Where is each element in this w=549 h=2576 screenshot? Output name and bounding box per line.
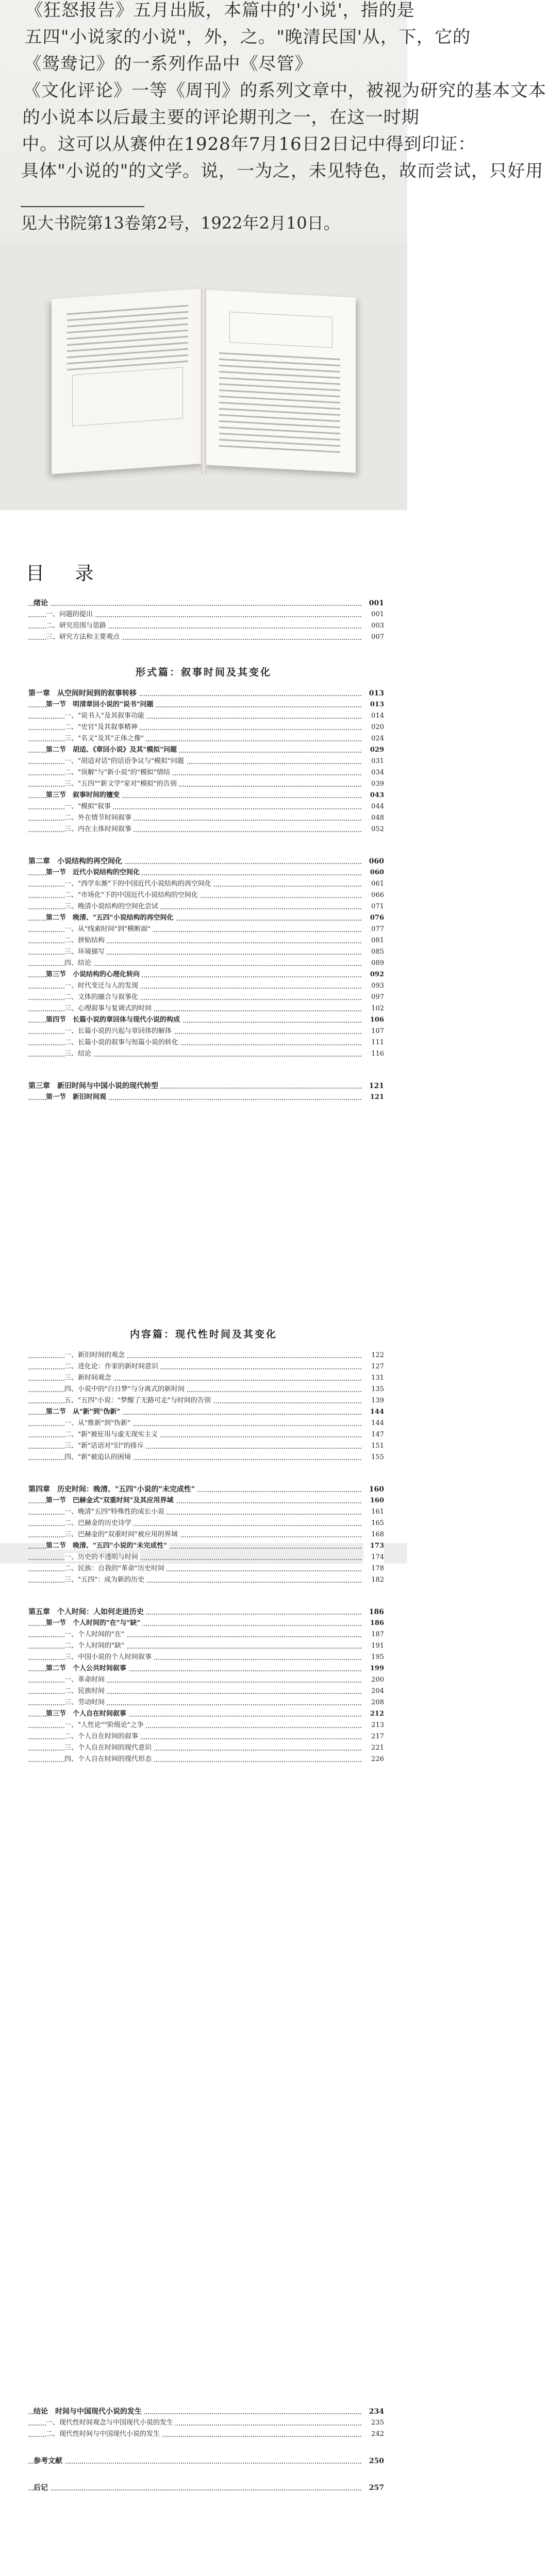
toc-entry (28, 1606, 384, 1618)
toc-entry-page: 024 (363, 733, 384, 744)
toc-entry-label: 三、"五四"：成为新的历史 (64, 1576, 146, 1584)
part-heading-form: 形式篇：叙事时间及其变化 (135, 667, 272, 678)
toc-entry (28, 1429, 384, 1440)
toc-entry-label: 二、文体的融合与叙事化 (64, 993, 140, 1001)
toc-entry-label: 二、个人自在时间的叙事 (64, 1733, 140, 1740)
toc-entry (28, 1361, 384, 1372)
toc-entry (28, 790, 384, 801)
toc-entry (28, 620, 384, 632)
excerpt-line: 《狂怒报告》五月出版，本篇中的'小说'，指的是 (25, 0, 415, 21)
toc-entry (28, 2406, 384, 2417)
toc-entry-label: 二、外在情节时间叙事 (64, 814, 134, 822)
toc-entry (28, 878, 384, 890)
toc-entry-label: 三、结论 (64, 1050, 93, 1058)
toc-entry-label: 三、环境描写 (64, 948, 107, 956)
toc-entry-label: 第一节 巴赫金式"双重时间"及其应用界域 (46, 1497, 176, 1504)
toc-entry-label: 二、巴赫金的历史诗学 (64, 1519, 134, 1527)
open-book (52, 289, 356, 474)
toc-entry (28, 2455, 384, 2467)
toc-entry-page: 257 (363, 2482, 384, 2494)
toc-entry-page: 165 (363, 1518, 384, 1529)
toc-entry-label: 五、"五四"小说："梦醒了无路可走"与时间的告别 (64, 1397, 213, 1404)
toc-entry-label: 二、拼贴结构 (64, 937, 107, 944)
toc-entry-page: 044 (363, 801, 384, 812)
toc-entry-page: 001 (363, 609, 384, 620)
toc-entry-label: 结论 时间与中国现代小说的发生 (34, 2408, 144, 2416)
toc-entry-page: 242 (363, 2429, 384, 2440)
toc-entry (28, 890, 384, 901)
toc-entry-page: 191 (363, 1640, 384, 1652)
toc-entry (28, 1037, 384, 1048)
toc-entry (28, 1754, 384, 1765)
toc-entry-label: 一、"胡适对话"的话语争议与"模拟"问题 (64, 757, 186, 765)
left-page (52, 289, 204, 474)
toc-entry-page: 186 (363, 1618, 384, 1629)
toc-entry-label: 三、中国小说的个人时间叙事 (64, 1653, 154, 1661)
toc-entry-page: 160 (363, 1484, 384, 1495)
toc-entry (28, 912, 384, 924)
footnote-rule (21, 206, 144, 207)
toc-entry (28, 1518, 384, 1529)
toc-entry-page: 204 (363, 1686, 384, 1697)
toc-entry-label: 一、历史的不透明与时间 (64, 1553, 140, 1561)
toc-entry-page: 226 (363, 1754, 384, 1765)
toc-entry-label: 一、新旧时间的观念 (64, 1351, 127, 1359)
toc-entry-page: 097 (363, 992, 384, 1003)
toc-entry-page: 093 (363, 980, 384, 992)
toc-entry (28, 1506, 384, 1518)
excerpt-line: 五四"小说家的小说"，外，之。"晚清民国'从，下，它的 (24, 27, 471, 47)
toc-entry-label: 一、"西学东渐"下的中国近代小说结构的再空间化 (64, 880, 213, 888)
toc-entry-label: 第五章 个人时间：人如何走进历史 (28, 1608, 146, 1616)
toc-entry-label: 第一节 个人时间的"在"与"缺" (46, 1619, 142, 1627)
toc-entry (28, 722, 384, 733)
toc-entry-label: 一、革命时间 (64, 1676, 107, 1684)
toc-entry (28, 778, 384, 790)
toc-entry (28, 801, 384, 812)
toc-entry-label: 一、时代变迁与人的发现 (64, 982, 140, 990)
toc-entry-label: 二、进化论：作家的新时间意识 (64, 1363, 160, 1370)
toc-entry-page: 151 (363, 1440, 384, 1452)
toc-entry-label: 第三节 小说结构的心理化转向 (46, 971, 142, 978)
toc-block-form (28, 688, 384, 1103)
toc-entry-page: 001 (363, 598, 384, 609)
toc-entry-page: 147 (363, 1429, 384, 1440)
toc-entry (28, 1452, 384, 1463)
toc-entry-label: 三、个人自在时间的现代意识 (64, 1744, 154, 1752)
toc-entry-label: 第一章 从空间时间到的叙事转移 (28, 689, 139, 698)
toc-entry-label: 第二节 晚清、"五四"小说结构的再空间化 (46, 914, 176, 922)
toc-entry-page: 144 (363, 1406, 384, 1418)
toc-entry-page: 127 (363, 1361, 384, 1372)
footnote: 见大书院第13卷第2号，1922年2月10日。 (21, 213, 340, 233)
toc-entry-page: 060 (363, 856, 384, 867)
toc-entry-label: 第二节 晚清、"五四"小说的"未完成性" (46, 1542, 169, 1550)
toc-entry (28, 733, 384, 744)
toc-entry-page: 221 (363, 1742, 384, 1754)
toc-entry (28, 824, 384, 835)
toc-entry-label: 二、长篇小说的叙事与短篇小说的转化 (64, 1039, 180, 1046)
toc-entry-page: 155 (363, 1452, 384, 1463)
toc-entry-page: 013 (363, 688, 384, 699)
toc-entry-page: 121 (363, 1092, 384, 1103)
toc-entry (28, 1686, 384, 1697)
toc-entry (28, 1484, 384, 1495)
toc-entry (28, 1742, 384, 1754)
toc-entry (28, 1708, 384, 1720)
toc-entry-label: 一、问题的提出 (46, 611, 95, 618)
excerpt-line: 中。这可以从赛仲在1928年7月16日2日记中得到印证： (21, 134, 476, 155)
toc-entry-label: 第二节 胡适、《章回小说》及其"模拟"问题 (46, 746, 179, 754)
toc-entry-label: 第二节 个人公共时间叙事 (46, 1665, 128, 1672)
toc-entry-label: 第一节 近代小说结构的空间化 (46, 869, 142, 876)
toc-entry-page: 071 (363, 901, 384, 912)
toc-entry-label: 第二章 小说结构的再空间化 (28, 857, 124, 866)
toc-entry-page: 178 (363, 1563, 384, 1574)
toc-entry (28, 1440, 384, 1452)
toc-entry (28, 1618, 384, 1629)
toc-entry (28, 1731, 384, 1742)
toc-entry-label: 二、民族：自我的"革命"历史时间 (64, 1565, 167, 1572)
toc-entry-page: 014 (363, 710, 384, 722)
toc-entry (28, 1552, 384, 1563)
open-book-photo (0, 242, 407, 510)
toc-entry (28, 1092, 384, 1103)
left-page-table (72, 367, 183, 426)
left-page-text-lines (67, 305, 188, 375)
toc-entry (28, 992, 384, 1003)
toc-entry-page: 076 (363, 912, 384, 924)
toc-entry (28, 980, 384, 992)
toc-leader-dots (28, 2489, 361, 2490)
toc-entry (28, 958, 384, 969)
toc-entry (28, 598, 384, 609)
toc-entry (28, 1629, 384, 1640)
toc-entry-page: 052 (363, 824, 384, 835)
toc-entry-label: 参考文献 (34, 2457, 64, 2465)
toc-entry-page: 212 (363, 1708, 384, 1720)
excerpt-line: 具体"小说的"的文学。说，一为之，未见特色，故而尝试，只好用 (21, 161, 544, 181)
toc-entry-label: 一、"人性论""阶级论"之争 (64, 1721, 146, 1729)
toc-entry-page: 007 (363, 632, 384, 643)
toc-entry-page: 013 (363, 699, 384, 710)
toc-entry-label: 二、研究范围与思路 (46, 622, 108, 630)
toc-entry (28, 756, 384, 767)
book-gutter (201, 289, 206, 474)
right-page (204, 290, 356, 472)
toc-entry-label: 第三节 叙事时间的嬗变 (46, 791, 122, 799)
toc-title: 目 录 (26, 563, 106, 584)
toc-entry-page: 048 (363, 812, 384, 824)
toc-entry-page: 107 (363, 1026, 384, 1037)
toc-entry (28, 946, 384, 958)
toc-entry-page: 186 (363, 1606, 384, 1618)
toc-entry (28, 1574, 384, 1586)
toc-leader-dots (28, 2463, 361, 2464)
toc-entry-page: 161 (363, 1506, 384, 1518)
toc-entry-label: 第一节 明清章回小说的"说书"问题 (46, 701, 156, 708)
excerpt-line: 《文化评论》一等《周刊》的系列文章中，被视为研究的基本文本 (23, 80, 547, 101)
toc-entry-label: 三、晚清小说结构的空间化尝试 (64, 903, 160, 910)
toc-entry-label: 第四节 长篇小说的章回体与现代小说的构成 (46, 1016, 182, 1024)
toc-entry-page: 039 (363, 778, 384, 790)
excerpt-line: 《鸳鸯记》的一系列作品中《尽管》 (23, 54, 313, 74)
toc-entry (28, 699, 384, 710)
toc-entry-label: 二、"市场化"下的中国近代小说结构的空间化 (64, 891, 200, 899)
toc-entry-label: 一、现代性时间观念与中国现代小说的发生 (46, 2419, 175, 2427)
toc-entry-label: 一、"模拟"叙事 (64, 803, 113, 810)
toc-entry (28, 1003, 384, 1014)
toc-entry (28, 1048, 384, 1060)
toc-entry (28, 609, 384, 620)
toc-entry-label: 三、"五四""新文学"家对"模拟"的告别 (64, 780, 179, 788)
toc-entry-label: 二、"新"被征用与虚无现实主义 (64, 1431, 160, 1438)
toc-entry-page: 199 (363, 1663, 384, 1674)
toc-entry-label: 一、从"维新"到"伪新" (64, 1419, 132, 1427)
toc-entry-label: 三、内在主体时间叙事 (64, 825, 134, 833)
toc-entry-label: 第三章 新旧时间与中国小说的现代转型 (28, 1082, 160, 1090)
toc-entry-label: 第四章 历史时间：晚清、"五四"小说的"未完成性" (28, 1485, 197, 1494)
toc-entry (28, 1640, 384, 1652)
toc-entry-label: 二、民族时间 (64, 1687, 107, 1695)
toc-entry (28, 1720, 384, 1731)
toc-entry-page: 250 (363, 2455, 384, 2467)
toc-entry (28, 1652, 384, 1663)
toc-entry-page: 061 (363, 878, 384, 890)
right-page-text-lines (219, 352, 340, 457)
toc-entry-page: 135 (363, 1384, 384, 1395)
toc-entry (28, 1014, 384, 1026)
toc-entry-page: 066 (363, 890, 384, 901)
toc-entry-page: 200 (363, 1674, 384, 1686)
toc-entry-page: 182 (363, 1574, 384, 1586)
toc-entry-label: 一、晚清"五四"特殊性的成长小说 (64, 1508, 167, 1516)
toc-block-intro (28, 598, 384, 643)
toc-entry (28, 1495, 384, 1506)
toc-entry-label: 第一节 新旧时间观 (46, 1093, 108, 1101)
toc-entry-page: 168 (363, 1529, 384, 1540)
toc-entry-page: 122 (363, 1350, 384, 1361)
toc-entry-page: 029 (363, 744, 384, 756)
toc-block-end (28, 2406, 384, 2494)
toc-entry-page: 217 (363, 1731, 384, 1742)
toc-entry (28, 688, 384, 699)
toc-entry-page: 116 (363, 1048, 384, 1060)
toc-entry-page: 195 (363, 1652, 384, 1663)
toc-entry-label: 二、现代性时间与中国现代小说的发生 (46, 2430, 162, 2438)
toc-entry (28, 2482, 384, 2494)
toc-entry (28, 1529, 384, 1540)
toc-entry-label: 一、个人时间的"在" (64, 1631, 126, 1638)
toc-entry (28, 632, 384, 643)
toc-entry-label: 四、结论 (64, 959, 93, 967)
toc-entry-page: 213 (363, 1720, 384, 1731)
toc-entry-label: 一、从"线索时间"到"横断面" (64, 925, 153, 933)
toc-entry (28, 1080, 384, 1092)
excerpt-line: 的小说本以后最主要的评论期刊之一，在这一时期 (22, 107, 420, 128)
toc-entry-label: 第二节 从"新"到"伪新" (46, 1408, 122, 1416)
toc-entry (28, 1384, 384, 1395)
toc-entry (28, 924, 384, 935)
toc-entry-label: 绪论 (34, 599, 50, 607)
toc-entry-label: 三、巴赫金的"双重时间"被应用的界域 (64, 1531, 180, 1538)
table-of-contents (0, 510, 407, 2576)
toc-entry-label: 四、"新"被追认的困境 (64, 1453, 133, 1461)
toc-entry (28, 1395, 384, 1406)
toc-entry (28, 867, 384, 878)
toc-block-content (28, 1350, 384, 1765)
toc-entry (28, 1026, 384, 1037)
toc-entry-page: 187 (363, 1629, 384, 1640)
toc-entry-page: 111 (363, 1037, 384, 1048)
toc-entry-page: 139 (363, 1395, 384, 1406)
toc-entry (28, 710, 384, 722)
toc-entry (28, 2429, 384, 2440)
toc-entry (28, 1697, 384, 1708)
toc-entry (28, 1663, 384, 1674)
toc-entry (28, 856, 384, 867)
toc-entry-page: 060 (363, 867, 384, 878)
toc-entry-page: 092 (363, 969, 384, 980)
toc-entry-page: 077 (363, 924, 384, 935)
toc-entry-page: 208 (363, 1697, 384, 1708)
part-heading-content: 内容篇：现代性时间及其变化 (129, 1329, 277, 1340)
toc-entry-page: 081 (363, 935, 384, 946)
toc-entry (28, 1563, 384, 1574)
page-excerpt-photo (0, 0, 547, 242)
toc-entry-page: 102 (363, 1003, 384, 1014)
toc-entry-page: 144 (363, 1418, 384, 1429)
toc-entry-page: 085 (363, 946, 384, 958)
toc-entry-page: 003 (363, 620, 384, 632)
page-excerpt-text (21, 0, 547, 184)
toc-entry-page: 034 (363, 767, 384, 778)
toc-entry (28, 1674, 384, 1686)
toc-entry-label: 三、"新"话语对"旧"的排斥 (64, 1442, 146, 1450)
toc-entry (28, 744, 384, 756)
toc-entry-label: 三、"名义"及其"正体之像" (64, 735, 146, 742)
toc-entry (28, 1418, 384, 1429)
toc-entry-label: 三、新时间观念 (64, 1374, 113, 1382)
toc-entry-page: 043 (363, 790, 384, 801)
toc-entry-label: 二、"史官"及其叙事精神 (64, 723, 140, 731)
toc-entry-page: 020 (363, 722, 384, 733)
toc-entry-label: 三、心理叙事与复调式的时间 (64, 1005, 154, 1012)
toc-entry-page: 089 (363, 958, 384, 969)
toc-entry-page: 106 (363, 1014, 384, 1026)
toc-entry-label: 三、研究方法和主要观点 (46, 633, 122, 641)
right-page-figure (229, 312, 332, 348)
toc-entry-label: 一、长篇小说的兴起与章回体的解体 (64, 1027, 174, 1035)
toc-entry (28, 1406, 384, 1418)
toc-entry (28, 901, 384, 912)
toc-entry-page: 121 (363, 1080, 384, 1092)
toc-entry-page: 131 (363, 1372, 384, 1384)
toc-entry-label: 二、个人时间的"缺" (64, 1642, 126, 1650)
toc-entry (28, 767, 384, 778)
toc-entry (28, 1350, 384, 1361)
toc-entry-page: 031 (363, 756, 384, 767)
toc-entry (28, 935, 384, 946)
toc-entry-page: 234 (363, 2406, 384, 2417)
toc-entry-label: 二、"误解"与"新小说"的"模拟"情结 (64, 769, 172, 776)
toc-entry-label: 四、个人自在时间的现代形态 (64, 1755, 154, 1763)
toc-entry-page: 235 (363, 2417, 384, 2429)
toc-entry-label: 一、"说书人"及其叙事功能 (64, 712, 146, 720)
toc-entry-label: 后记 (34, 2484, 50, 2492)
toc-entry (28, 1540, 384, 1552)
toc-entry (28, 969, 384, 980)
toc-entry-label: 第三节 个人自在时间叙事 (46, 1710, 128, 1718)
toc-entry-label: 四、小说中的"白日梦"与分离式的新时间 (64, 1385, 187, 1393)
toc-entry-page: 174 (363, 1552, 384, 1563)
toc-entry (28, 1372, 384, 1384)
toc-entry-page: 160 (363, 1495, 384, 1506)
toc-entry-page: 173 (363, 1540, 384, 1552)
toc-entry (28, 812, 384, 824)
toc-entry-label: 三、劳动时间 (64, 1699, 107, 1706)
toc-leader-dots (28, 605, 361, 606)
toc-entry (28, 2417, 384, 2429)
